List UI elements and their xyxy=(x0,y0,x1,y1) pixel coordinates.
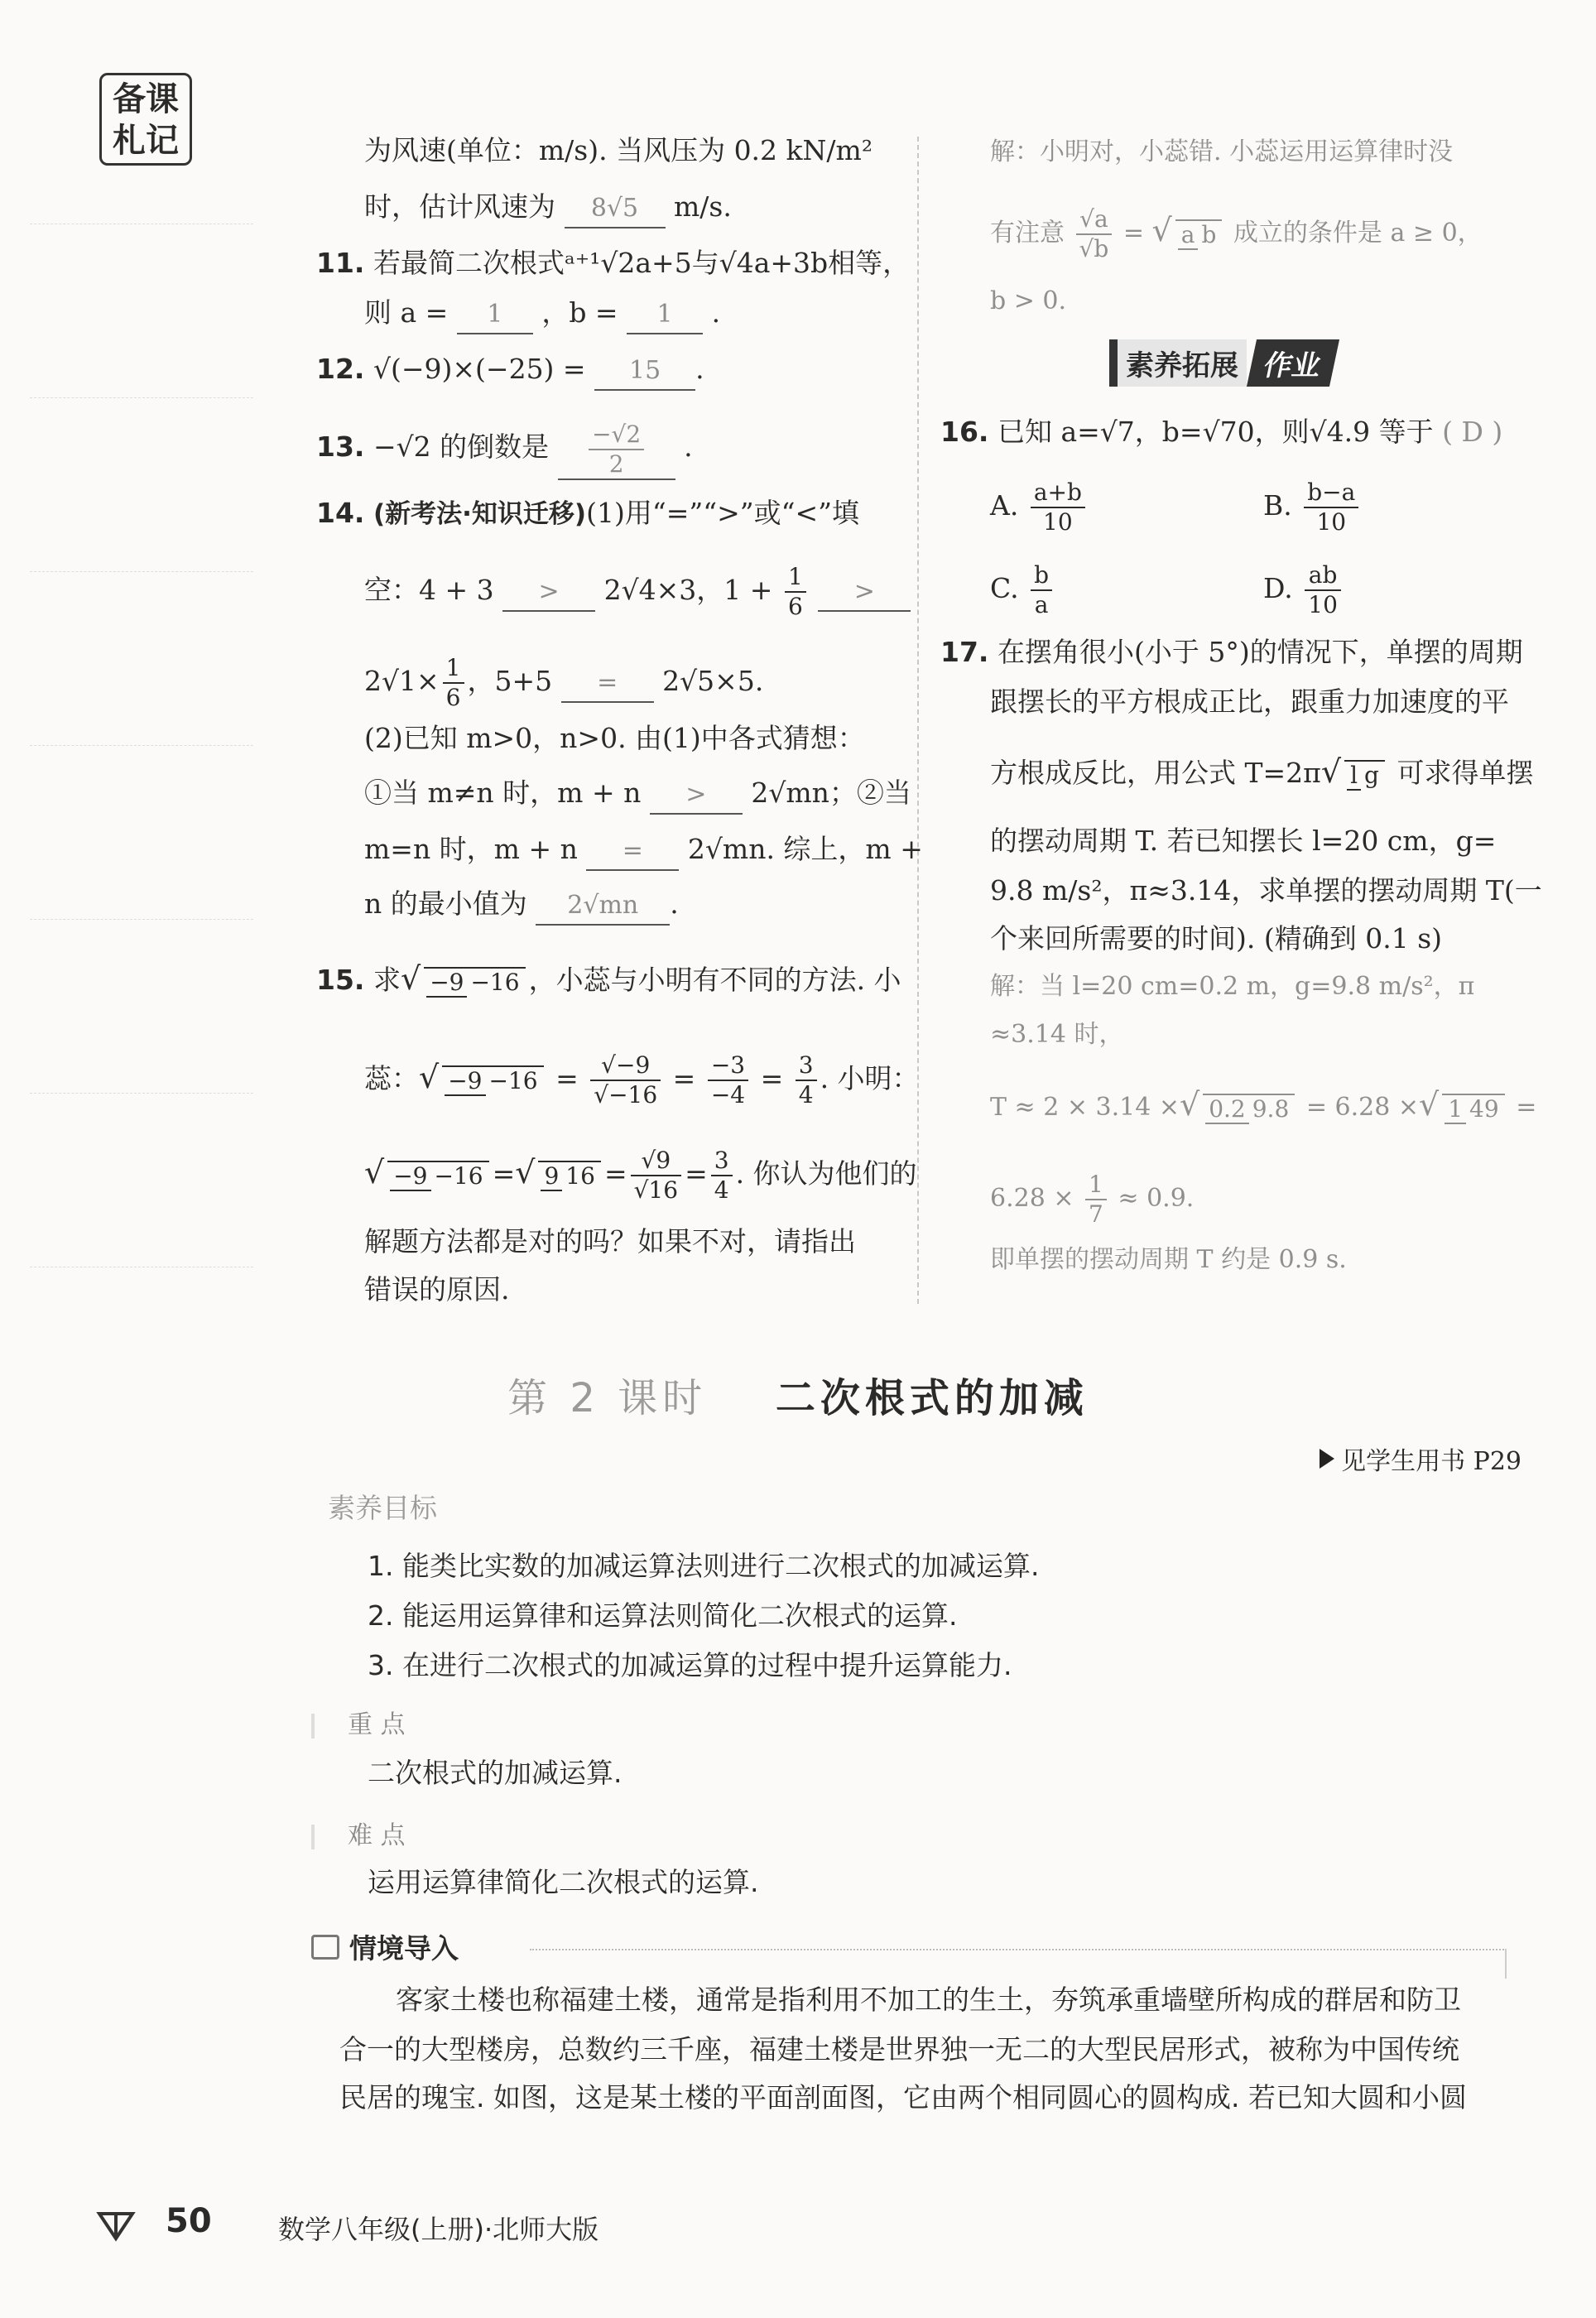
text: 2√5×5. xyxy=(662,665,764,697)
fraction xyxy=(1304,479,1358,536)
numerator: a+b xyxy=(1031,479,1085,508)
numerator: −9 xyxy=(445,1067,485,1096)
denominator: b xyxy=(1201,221,1217,248)
key-heading: 重 点 xyxy=(348,1710,406,1739)
intro-rule xyxy=(530,1949,1507,1950)
text: 求 xyxy=(373,964,401,996)
homework-section-banner xyxy=(1109,341,1334,384)
fraction xyxy=(1305,561,1341,619)
fraction xyxy=(631,1147,681,1205)
numerator: −√2 xyxy=(589,421,644,450)
lesson-name: 二次根式的加减 xyxy=(775,1375,1089,1421)
q15-solution-line-3: b > 0. xyxy=(990,286,1067,315)
q17-line-1 xyxy=(940,634,1523,671)
answer: ( D ) xyxy=(1442,416,1503,448)
text: ，b = xyxy=(541,296,618,329)
denominator: 6 xyxy=(787,593,803,620)
footer-logo-icon xyxy=(91,2205,141,2243)
radical-sign: √ xyxy=(364,1154,385,1190)
key-point: 二次根式的加减运算. xyxy=(368,1757,623,1789)
page-number: 50 xyxy=(166,2202,212,2240)
intro-box-edge xyxy=(1505,1949,1507,1979)
text: 6.28 × xyxy=(990,1184,1074,1213)
text: 2√mn；②当 xyxy=(751,777,911,809)
question-number: 13. xyxy=(316,430,365,463)
denominator: 16 xyxy=(565,1162,595,1190)
numerator: 3 xyxy=(796,1051,817,1081)
fraction xyxy=(1031,479,1085,536)
radical-sign: √ xyxy=(1151,212,1172,248)
text: . xyxy=(695,353,704,385)
text: 已知 a=√7，b=√70，则√4.9 等于 xyxy=(997,416,1434,448)
numerator: −9 xyxy=(390,1162,430,1191)
question-number: 11. xyxy=(316,247,365,279)
text: 则 a = xyxy=(364,296,449,329)
text: ，5+5 xyxy=(467,665,553,697)
text: 方根成反比，用公式 T=2π xyxy=(990,757,1321,789)
q11-line-2 xyxy=(364,295,720,334)
denominator: −16 xyxy=(434,1162,483,1190)
q16-option-d xyxy=(1263,561,1344,619)
q17-line-4: 的摆动周期 T. 若已知摆长 l=20 cm，g= xyxy=(990,825,1497,857)
key-marker xyxy=(311,1714,315,1738)
text: 相等， xyxy=(828,247,911,279)
intro-paragraph-line: 客家土楼也称福建土楼，通常是指利用不加工的生土，夯筑承重墙壁所构成的群居和防卫 xyxy=(396,1984,1461,2016)
denominator: 49 xyxy=(1469,1095,1499,1123)
q15-solution-line-2: 有注意 $\frac{√a}{√b}$ = √ a b 成立的条件是 a ≥ 0， xyxy=(990,205,1483,262)
numerator: ab xyxy=(1305,561,1341,591)
numerator: √−9 xyxy=(590,1051,661,1081)
text: . 小明： xyxy=(820,1062,920,1094)
text: T ≈ 2 × 3.14 × xyxy=(990,1093,1180,1122)
lesson-number: 第 2 课时 xyxy=(507,1375,708,1421)
denominator: 4 xyxy=(798,1081,814,1109)
difficulty-heading: 难 点 xyxy=(348,1821,406,1850)
text: ，小蕊与小明有不同的方法. 小 xyxy=(528,964,901,996)
text: 有注意 xyxy=(990,219,1065,248)
answer-blank: 2√mn xyxy=(536,887,670,926)
denominator: −16 xyxy=(488,1067,538,1094)
book-title: 数学八年级(上册)·北师大版 xyxy=(278,2214,599,2245)
difficulty-point: 运用运算律简化二次根式的运算. xyxy=(368,1866,759,1898)
intro-heading xyxy=(311,1927,459,1966)
fraction xyxy=(590,1051,661,1109)
fraction xyxy=(1175,219,1223,249)
numerator: √a xyxy=(1076,205,1113,235)
numerator: b xyxy=(1031,561,1052,591)
badge-line-2: 札记 xyxy=(113,122,179,160)
text: 在摆角很小(小于 5°)的情况下，单摆的周期 xyxy=(997,636,1523,668)
text: 蕊： xyxy=(364,1062,419,1094)
text: . xyxy=(670,887,679,920)
q15-line-3: √ −9 −16 =√ 9 16 = $\frac{√9}{√16}$ = $\frac{3}{4}$ . 你认为他们的 xyxy=(364,1147,917,1204)
text: 若最简二次根式 xyxy=(373,247,565,279)
text: 2√4×3，1 + xyxy=(603,574,773,606)
answer-fraction xyxy=(589,421,644,479)
denominator: 6 xyxy=(445,684,461,711)
text: (1)用“=”“>”或“<”填 xyxy=(586,497,860,529)
numerator: l xyxy=(1347,762,1361,791)
q17-line-6: 个来回所需要的时间). (精确到 0.1 s) xyxy=(990,922,1442,955)
q15-line-2: 蕊：√ −9 −16 = $\frac{√-9}{√-16}$ = $\frac{-3}{-4}$ = $\frac{3}{4}$ . 小明： xyxy=(364,1051,920,1109)
numerator: 0.2 xyxy=(1205,1095,1249,1124)
question-number: 17. xyxy=(940,636,989,668)
q12-line xyxy=(316,351,704,391)
numerator: 1 xyxy=(443,654,464,684)
answer-blank: 15 xyxy=(594,353,695,391)
intro-paragraph-line: 民居的瑰宝. 如图，这是某土楼的平面剖面图，它由两个相同圆心的圆构成. 若已知大圆和小圆 xyxy=(339,2081,1467,2114)
banner-label: 素养拓展 xyxy=(1109,339,1247,387)
denominator: 4 xyxy=(714,1176,729,1204)
denominator: 10 xyxy=(1043,508,1073,536)
denominator: √16 xyxy=(633,1176,679,1204)
question-number: 14. xyxy=(316,497,365,529)
text: n 的最小值为 xyxy=(364,887,527,920)
answer-blank: > xyxy=(818,574,911,612)
numerator: −9 xyxy=(426,969,467,998)
answer-blank: > xyxy=(502,574,595,612)
radical: √4a+3b xyxy=(719,247,829,279)
answer-blank: = xyxy=(586,833,679,871)
text: −√2 的倒数是 xyxy=(373,430,550,463)
goal-item: 2. 能运用运算律和运算法则简化二次根式的运算. xyxy=(368,1599,958,1632)
q17-solution-line-4 xyxy=(990,1171,1194,1229)
badge-line-1: 备课 xyxy=(113,80,179,118)
text: 与 xyxy=(691,247,719,279)
fraction xyxy=(442,1065,543,1095)
book-reference xyxy=(1320,1440,1521,1477)
denominator: 10 xyxy=(1316,508,1347,536)
q16-option-a xyxy=(990,479,1089,536)
denominator: −4 xyxy=(710,1081,746,1109)
q14-line-4: (2)已知 m>0，n>0. 由(1)中各式猜想： xyxy=(364,722,865,754)
q15-line-5: 错误的原因. xyxy=(364,1273,510,1306)
denominator: √b xyxy=(1079,235,1109,262)
text: . xyxy=(711,296,721,329)
q17-solution-line-3 xyxy=(990,1086,1536,1126)
banner-tag: 作业 xyxy=(1247,339,1339,387)
text: √(−9)×(−25) = xyxy=(373,353,586,385)
q13-line xyxy=(316,421,693,480)
answer-blank: 1 xyxy=(627,296,703,334)
question-tag: (新考法·知识迁移) xyxy=(373,499,587,529)
answer-blank: > xyxy=(650,777,743,815)
text: m=n 时，m + n xyxy=(364,833,578,865)
fraction xyxy=(711,1147,733,1205)
margin-rule xyxy=(30,397,253,398)
q14-line-3 xyxy=(364,654,763,712)
question-number: 12. xyxy=(316,353,365,385)
radical-sign: √ xyxy=(1320,753,1342,790)
answer-blank xyxy=(558,421,675,480)
q17-line-5: 9.8 m/s²，π≈3.14，求单摆的摆动周期 T(一 xyxy=(990,874,1542,907)
fraction xyxy=(1085,1171,1107,1229)
q15-solution-line-1: 解：小明对，小蕊错. 小蕊运用运算律时没 xyxy=(990,137,1454,166)
goal-item: 1. 能类比实数的加减运算法则进行二次根式的加减运算. xyxy=(368,1550,1040,1582)
radical-sign: √ xyxy=(1418,1086,1440,1123)
denominator: g xyxy=(1364,762,1379,789)
fraction xyxy=(424,967,525,997)
intro-paragraph-line: 合一的大型楼房，总数约三千座，福建土楼是世界独一无二的大型民居形式，被称为中国传统 xyxy=(339,2033,1459,2066)
fraction xyxy=(1442,1094,1504,1123)
book-icon xyxy=(311,1935,339,1960)
text: 空：4 + 3 xyxy=(364,574,494,606)
text: 可求得单摆 xyxy=(1396,757,1534,789)
text: 2√1× xyxy=(364,665,440,697)
q17-line-2: 跟摆长的平方根成正比，跟重力加速度的平 xyxy=(990,685,1509,718)
q15-line-1 xyxy=(316,960,901,998)
answer-blank: 1 xyxy=(457,296,533,334)
denominator: 7 xyxy=(1089,1200,1103,1228)
goals-heading: 素养目标 xyxy=(328,1492,437,1524)
text: = 6.28 × xyxy=(1305,1093,1419,1122)
fraction xyxy=(1031,561,1052,619)
option-letter: C. xyxy=(990,572,1019,604)
fraction xyxy=(1344,760,1385,790)
text: m/s. xyxy=(674,190,732,223)
q10-line-1: 为风速(单位：m/s). 当风压为 0.2 kN/m² xyxy=(364,134,873,166)
text: 时，估计风速为 xyxy=(364,190,555,223)
q17-solution-line-2: ≈3.14 时， xyxy=(990,1020,1124,1049)
difficulty-marker xyxy=(311,1825,315,1849)
q17-line-3 xyxy=(990,753,1533,791)
numerator: 1 xyxy=(1445,1095,1466,1124)
fraction xyxy=(1203,1094,1295,1123)
option-letter: D. xyxy=(1263,572,1293,604)
q15-line-4: 解题方法都是对的吗？如果不对，请指出 xyxy=(364,1225,856,1258)
q16-option-b xyxy=(1263,479,1362,536)
radical: ᵃ⁺¹√2a+5 xyxy=(564,247,692,279)
fraction xyxy=(796,1051,817,1109)
margin-rule xyxy=(30,745,253,746)
goal-item: 3. 在进行二次根式的加减运算的过程中提升运算能力. xyxy=(368,1649,1012,1681)
q16-line xyxy=(940,414,1502,450)
denominator: a xyxy=(1034,591,1049,618)
fraction xyxy=(1076,205,1113,263)
denominator: −16 xyxy=(470,969,520,996)
text: ①当 m≠n 时，m + n xyxy=(364,777,642,809)
q10-line-2 xyxy=(364,189,732,228)
fraction xyxy=(785,563,806,621)
q14-line-7 xyxy=(364,886,679,926)
denominator: 10 xyxy=(1308,591,1338,618)
option-letter: B. xyxy=(1263,489,1292,522)
q17-solution-line-5: 即单摆的摆动周期 T 约是 0.9 s. xyxy=(990,1245,1347,1274)
numerator: −3 xyxy=(708,1051,748,1081)
reference-text: 见学生用书 P29 xyxy=(1341,1447,1521,1476)
q14-line-6 xyxy=(364,831,923,871)
answer-blank: 8√5 xyxy=(565,190,666,228)
denominator: 2 xyxy=(608,450,624,478)
denominator: 9.8 xyxy=(1252,1095,1290,1123)
fraction xyxy=(538,1161,600,1190)
column-divider xyxy=(917,137,919,1304)
numerator: 1 xyxy=(1085,1171,1107,1200)
notes-badge xyxy=(99,73,192,166)
play-triangle-icon xyxy=(1320,1449,1334,1469)
intro-title: 情境导入 xyxy=(349,1932,459,1965)
q14-line-5 xyxy=(364,775,911,815)
numerator: a xyxy=(1178,221,1199,250)
text: 2√mn. 综上，m + xyxy=(687,833,923,865)
radical-sign: √ xyxy=(1179,1086,1200,1123)
fraction xyxy=(708,1051,748,1109)
margin-rule xyxy=(30,919,253,920)
text: . 你认为他们的 xyxy=(735,1157,917,1190)
fraction xyxy=(443,654,464,712)
question-number: 16. xyxy=(940,416,989,448)
q11-line-1 xyxy=(316,245,910,281)
text: = xyxy=(1516,1093,1537,1122)
margin-rule xyxy=(30,571,253,572)
fraction xyxy=(387,1161,488,1190)
question-number: 15. xyxy=(316,964,365,996)
q14-line-1 xyxy=(316,495,859,532)
radical-sign: √ xyxy=(400,960,421,997)
lesson-title xyxy=(0,1366,1596,1423)
option-letter: A. xyxy=(990,489,1019,522)
denominator: √−16 xyxy=(594,1081,658,1109)
q17-solution-line-1: 解：当 l=20 cm=0.2 m，g=9.8 m/s²，π xyxy=(990,972,1475,1001)
numerator: 3 xyxy=(711,1147,733,1176)
text: 成立的条件是 a ≥ 0， xyxy=(1233,219,1483,248)
numerator: 1 xyxy=(785,563,806,593)
q14-line-2 xyxy=(364,563,911,621)
numerator: b−a xyxy=(1304,479,1358,508)
text: . xyxy=(684,430,693,463)
numerator: √9 xyxy=(631,1147,681,1176)
text: ≈ 0.9. xyxy=(1118,1184,1195,1213)
radical-sign: √ xyxy=(515,1154,536,1190)
answer-blank: = xyxy=(561,665,654,703)
numerator: 9 xyxy=(541,1162,562,1191)
radical-sign: √ xyxy=(419,1059,440,1095)
margin-rule xyxy=(30,1093,253,1094)
q16-option-c xyxy=(990,561,1055,619)
